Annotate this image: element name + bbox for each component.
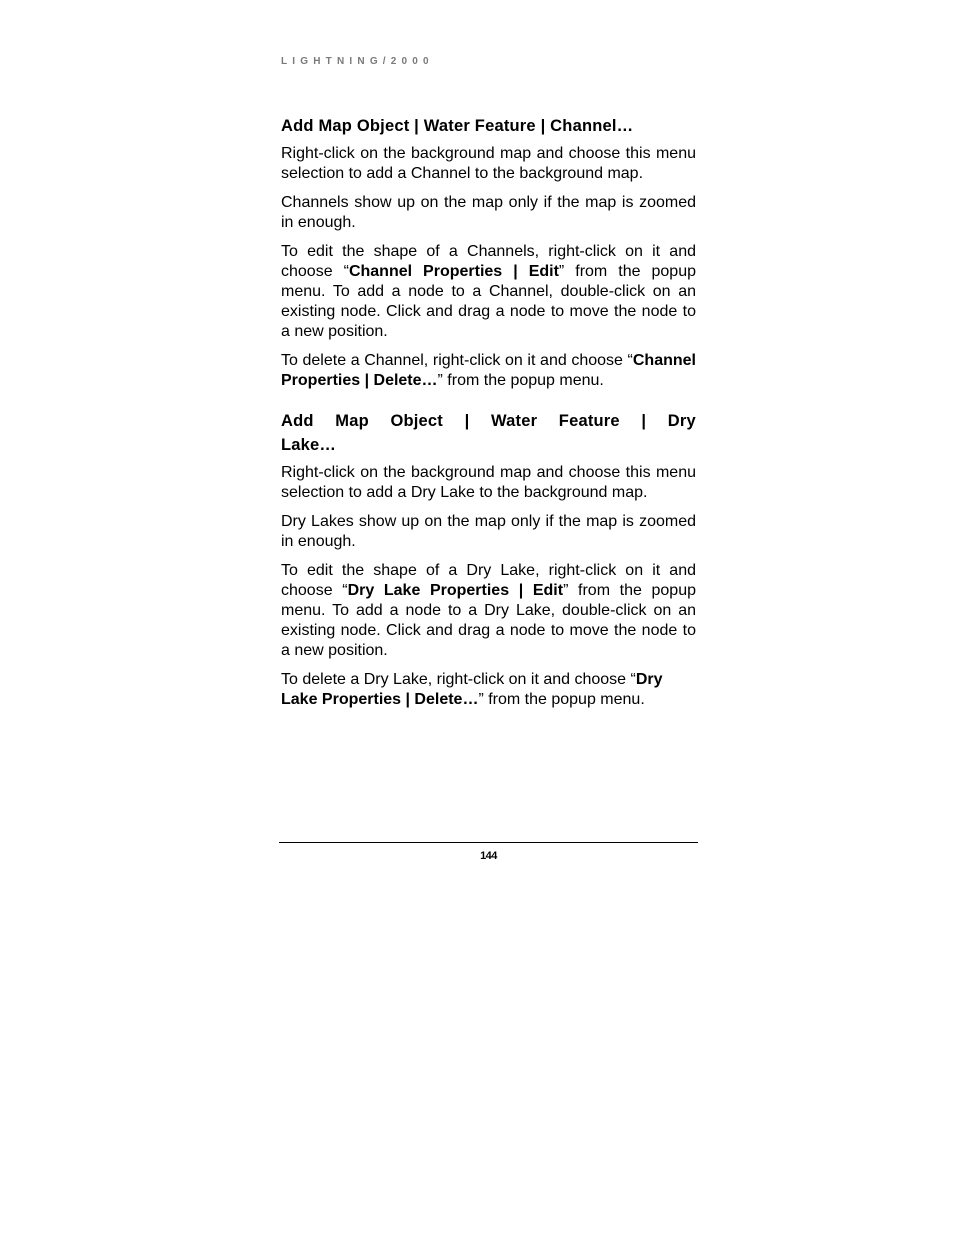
menu-command: Channel Properties | Delete… xyxy=(281,352,696,389)
paragraph-text: To edit the shape of a Channels, right-click on it and choose “ xyxy=(281,243,696,280)
paragraph: Right-click on the background map and choose this menu selection to add a Dry Lake to the background map. xyxy=(281,464,696,501)
paragraph xyxy=(281,351,696,391)
paragraph-text: ” from the popup menu. To add a node to a Dry Lake, double-click on an existing node. Click and drag a node to move the node to a new position. xyxy=(281,582,697,659)
heading-word: Object xyxy=(390,412,443,430)
paragraph: Channels show up on the map only if the map is zoomed in enough. xyxy=(281,194,696,231)
heading-word: Map xyxy=(335,412,369,430)
section-heading-channel: Add Map Object | Water Feature | Channel… xyxy=(281,117,634,135)
paragraph-text: To delete a Dry Lake, right-click on it and choose “ xyxy=(281,671,636,688)
menu-command: Dry Lake Properties | Edit xyxy=(347,582,564,599)
heading-word: Dry xyxy=(667,412,696,430)
paragraph: Dry Lakes show up on the map only if the map is zoomed in enough. xyxy=(281,513,696,550)
page-content xyxy=(281,114,696,719)
heading-word: Water xyxy=(490,412,538,430)
paragraph xyxy=(281,561,696,661)
paragraph-text: To edit the shape of a Dry Lake, right-click on it and choose “ xyxy=(281,562,696,599)
paragraph xyxy=(281,242,696,342)
paragraph-text: ” from the popup menu. xyxy=(437,372,604,389)
heading-word: Feature xyxy=(558,412,620,430)
menu-command: Dry Lake Properties | Delete… xyxy=(281,671,663,708)
menu-command: Channel Properties | Edit xyxy=(348,263,559,280)
footer-rule xyxy=(279,842,698,843)
section-heading-dry-lake xyxy=(281,409,696,457)
heading-word: Add xyxy=(281,412,314,430)
heading-line xyxy=(281,409,696,433)
paragraph-text: To delete a Channel, right-click on it and choose “ xyxy=(281,352,633,369)
heading-word: | xyxy=(464,412,470,430)
paragraph-text: ” from the popup menu. To add a node to a Channel, double-click on an existing node. Click and drag a node to move the node to a new position. xyxy=(281,263,697,340)
page-number: 144 xyxy=(480,850,497,862)
paragraph-text: ” from the popup menu. xyxy=(478,691,645,708)
paragraph xyxy=(281,670,696,710)
running-header: LIGHTNING/2000 xyxy=(281,56,434,67)
paragraph: Right-click on the background map and choose this menu selection to add a Channel to the background map. xyxy=(281,145,696,182)
heading-word: | xyxy=(641,412,647,430)
heading-line: Lake… xyxy=(281,436,337,454)
